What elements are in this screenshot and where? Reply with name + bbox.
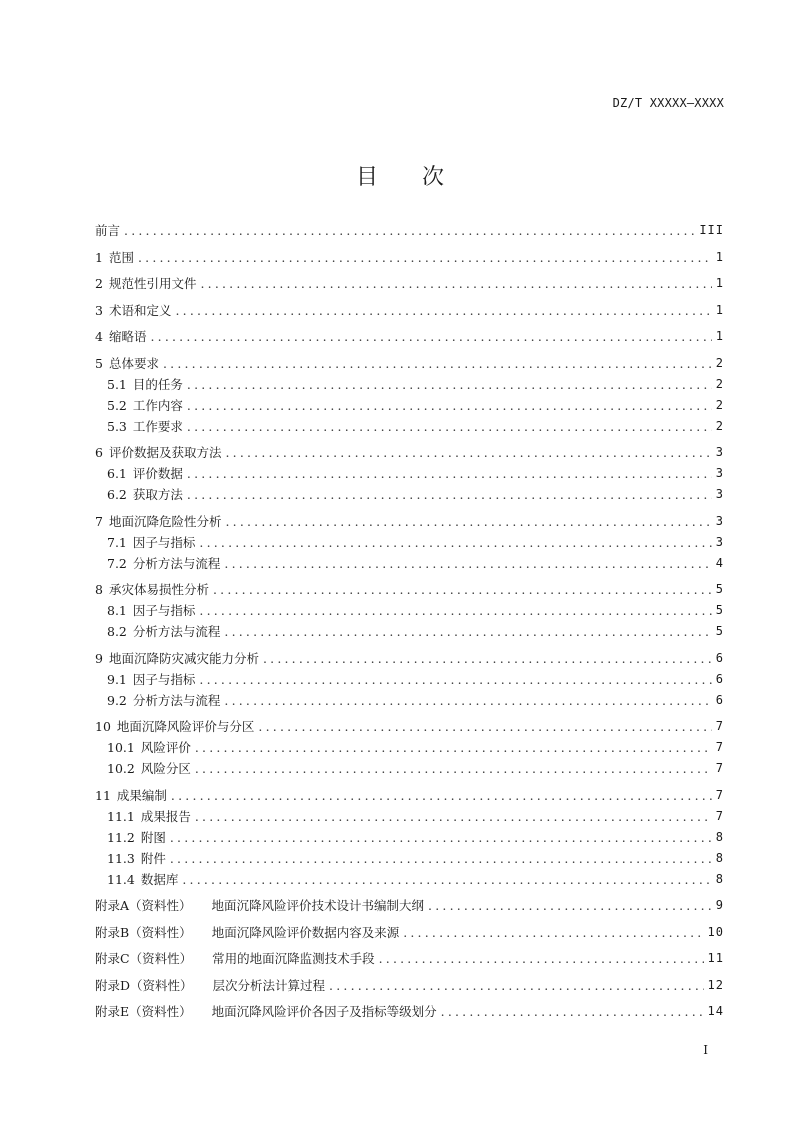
toc-entry-label: 成果报告 [140,808,191,824]
toc-page-number: 4 [715,555,724,570]
toc-entry-number: 7 [95,513,103,529]
toc-entry-label: 地面沉降风险评价数据内容及来源 [211,924,400,940]
toc-entry-label: 分析方法与流程 [132,692,221,708]
toc-entry-number: 7.2 [107,555,127,571]
toc-page-number: 5 [715,582,724,596]
toc-page-number: 5 [715,624,724,638]
toc-leader-dots [175,300,711,321]
toc-leader-dots [224,690,711,711]
toc-entry-number: 11 [95,787,111,803]
toc-entry-label: 分析方法与流程 [132,624,221,639]
page-title: 目次 [355,165,488,190]
toc-page-number: 8 [715,829,724,844]
toc-leader-dots [403,922,703,943]
toc-subsection-entry[interactable] [95,463,724,484]
toc-subsection-entry[interactable] [95,621,724,642]
toc-section-entry[interactable] [95,785,724,806]
toc-leader-dots [428,895,712,916]
toc-entry-number: 5.1 [107,376,127,392]
toc-subsection-entry[interactable] [95,374,724,395]
toc-entry-label: 地面沉降风险评价各因子及指标等级划分 [211,1004,437,1019]
toc-subsection-entry[interactable] [95,553,724,574]
toc-subsection-entry[interactable] [95,737,724,758]
toc-page-number: 7 [715,719,724,733]
toc-leader-dots [182,869,711,890]
toc-section-entry[interactable] [95,579,724,600]
toc-page-number: 3 [715,466,724,480]
toc-entry-label: 评价数据 [132,466,183,481]
toc-entry-number: 11.1 [107,808,135,824]
toc-appendix-id: 附录E（资料性） [95,1004,192,1019]
toc-subsection-entry[interactable] [95,484,724,505]
toc-leader-dots [124,220,695,241]
toc-leader-dots [213,579,712,600]
toc-leader-dots [170,827,712,848]
toc-subsection-entry[interactable] [95,758,724,779]
toc-entry-label: 总体要求 [108,355,159,371]
toc-entry-label: 规范性引用文件 [108,276,197,291]
toc-leader-dots [170,848,712,869]
toc-entry-label: 风险评价 [140,740,191,755]
document-code: DZ/T XXXXX—XXXX [612,96,724,110]
toc-section-entry[interactable] [95,353,724,374]
toc-entry-number: 8.2 [107,624,127,639]
toc-entry-label: 地面沉降风险评价与分区 [116,719,255,734]
toc-entry-label: 地面沉降防灾减灾能力分析 [108,650,259,666]
toc-entry-number: 3 [95,302,103,318]
toc-page-number: 12 [707,977,724,992]
toc-page-number: 2 [715,376,724,391]
toc-entry-number: 5.3 [107,418,127,434]
toc-entry-number: 4 [95,329,103,344]
toc-page-number: 2 [715,355,724,370]
toc-section-entry[interactable] [95,716,724,737]
toc-leader-dots [258,716,711,737]
toc-page-number: 3 [715,445,724,459]
toc-subsection-entry[interactable] [95,848,724,869]
toc-subsection-entry[interactable] [95,669,724,690]
toc-section-entry[interactable] [95,511,724,532]
toc-entry-number: 6.2 [107,487,127,502]
toc-entry-label: 评价数据及获取方法 [108,445,222,460]
toc-leader-dots [199,669,711,690]
toc-page-number: 3 [715,513,724,528]
toc-entry-label: 获取方法 [132,487,183,502]
toc-entry-label: 附图 [140,829,166,845]
toc-page-number: 2 [715,397,724,412]
toc-leader-dots [138,247,712,268]
toc-leader-dots [224,621,711,642]
toc-entry-label: 风险分区 [140,761,191,776]
toc-entry-label: 地面沉降风险评价技术设计书编制大纲 [211,898,425,913]
toc-subsection-entry[interactable] [95,827,724,848]
toc-page-number: 2 [715,418,724,433]
toc-leader-dots [150,326,711,347]
toc-page-number: 1 [715,249,724,264]
toc-subsection-entry[interactable] [95,690,724,711]
toc-page-number: 7 [715,787,724,802]
toc-leader-dots [187,484,712,505]
toc-subsection-entry[interactable] [95,416,724,437]
toc-entry-label: 附件 [140,850,166,866]
toc-leader-dots [441,1001,704,1022]
toc-entry-label: 成果编制 [116,787,167,803]
toc-entry-label: 常用的地面沉降监测技术手段 [212,951,375,966]
toc-leader-dots [187,463,712,484]
toc-leader-dots [195,737,712,758]
toc-leader-dots [263,648,712,669]
toc-appendix-id: 附录C（资料性） [95,951,193,966]
toc-leader-dots [224,553,711,574]
toc-appendix-id: 附录A（资料性） [95,898,192,913]
toc-subsection-entry[interactable] [95,600,724,621]
table-of-contents [95,220,724,1022]
toc-appendix-entry[interactable] [95,948,724,969]
toc-leader-dots [195,758,712,779]
toc-subsection-entry[interactable] [95,532,724,553]
toc-leader-dots [199,600,711,621]
toc-entry-label: 数据库 [140,871,179,887]
toc-leader-dots [163,353,712,374]
toc-page-number: 6 [715,692,724,707]
toc-entry-number: 6 [95,445,103,460]
toc-entry-number: 5.2 [107,397,127,413]
toc-entry-number: 1 [95,249,103,265]
toc-entry-number: 8.1 [107,603,127,618]
toc-section-entry[interactable] [95,326,724,347]
toc-entry-number: 8 [95,582,103,597]
toc-leader-dots [200,273,711,294]
toc-section-entry[interactable] [95,247,724,268]
toc-subsection-entry[interactable] [95,806,724,827]
toc-leader-dots [171,785,712,806]
toc-entry-number: 5 [95,355,103,371]
toc-leader-dots [195,806,712,827]
toc-entry-label: 因子与指标 [132,671,196,687]
toc-entry-number: 10 [95,719,111,734]
toc-section-entry[interactable] [95,220,724,241]
toc-appendix-entry[interactable] [95,895,724,916]
toc-leader-dots [187,374,712,395]
toc-leader-dots [329,975,704,996]
toc-entry-label: 层次分析法计算过程 [212,977,326,993]
toc-appendix-id: 附录D（资料性） [95,977,193,993]
toc-leader-dots [225,511,711,532]
toc-page-number: 10 [707,924,724,939]
toc-entry-label: 地面沉降危险性分析 [108,513,222,529]
toc-subsection-entry[interactable] [95,395,724,416]
toc-page-number: 8 [715,871,724,886]
toc-entry-label: 前言 [95,223,121,238]
toc-section-entry[interactable] [95,648,724,669]
toc-entry-number: 7.1 [107,534,127,550]
toc-page-number: 1 [715,329,724,343]
toc-entry-label: 范围 [108,249,134,265]
toc-page-number: 11 [707,951,724,965]
toc-leader-dots [225,442,711,463]
toc-entry-label: 因子与指标 [132,603,196,618]
toc-leader-dots [379,948,704,969]
toc-leader-dots [187,416,712,437]
toc-entry-number: 2 [95,276,103,291]
toc-entry-label: 缩略语 [108,329,147,344]
toc-entry-label: 工作要求 [132,418,183,434]
toc-entry-number: 9 [95,650,103,666]
toc-entry-number: 9.2 [107,692,127,708]
toc-page-number: 3 [715,487,724,501]
toc-entry-number: 11.2 [107,829,135,845]
toc-entry-label: 目的任务 [132,376,183,392]
toc-appendix-entry[interactable] [95,1001,724,1022]
toc-entry-number: 11.3 [107,850,135,866]
toc-appendix-id: 附录B（资料性） [95,924,192,940]
toc-appendix-entry[interactable] [95,922,724,943]
toc-section-entry[interactable] [95,273,724,294]
toc-section-entry[interactable] [95,442,724,463]
toc-page-number: 7 [715,761,724,775]
toc-page-number: 6 [715,650,724,665]
toc-page-number: III [699,223,724,237]
toc-page-number: 1 [715,276,724,290]
footer-page-number: I [703,1043,708,1057]
toc-page-number: 7 [715,808,724,823]
toc-appendix-entry[interactable] [95,975,724,996]
toc-entry-number: 10.1 [107,740,135,755]
toc-entry-label: 工作内容 [132,397,183,413]
toc-entry-label: 分析方法与流程 [132,555,221,571]
toc-entry-number: 6.1 [107,466,127,481]
toc-page-number: 8 [715,850,724,865]
toc-page-number: 5 [715,603,724,617]
toc-page-number: 9 [715,898,724,912]
toc-section-entry[interactable] [95,300,724,321]
toc-entry-number: 11.4 [107,871,135,887]
toc-entry-number: 9.1 [107,671,127,687]
toc-entry-label: 因子与指标 [132,534,196,550]
toc-subsection-entry[interactable] [95,869,724,890]
toc-page-number: 6 [715,671,724,686]
toc-leader-dots [199,532,711,553]
toc-entry-number: 10.2 [107,761,135,776]
toc-page-number: 14 [707,1004,724,1018]
toc-entry-label: 承灾体易损性分析 [108,582,209,597]
toc-leader-dots [187,395,712,416]
toc-page-number: 1 [715,302,724,317]
toc-entry-label: 术语和定义 [108,302,172,318]
toc-page-number: 7 [715,740,724,754]
toc-page-number: 3 [715,534,724,549]
